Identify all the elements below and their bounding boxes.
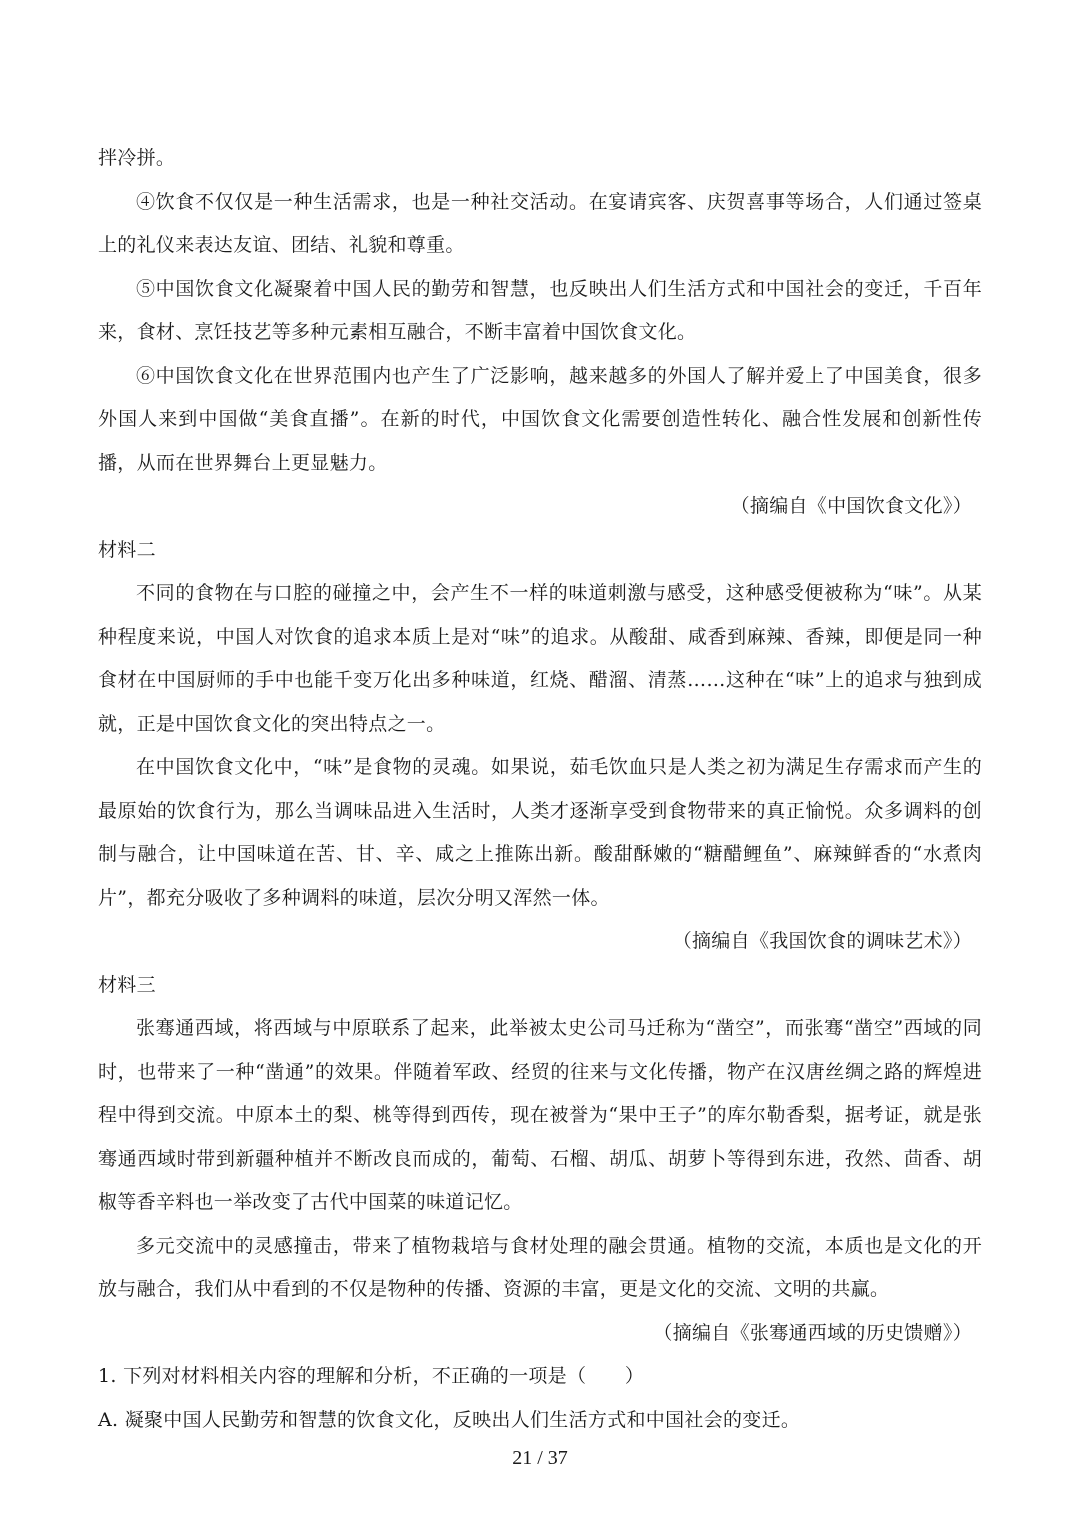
page-number: 21 / 37 [512,1447,568,1469]
page-content [98,137,982,1442]
material3-paragraph-2: 多元交流中的灵感撞击，带来了植物栽培与食材处理的融会贯通。植物的交流，本质也是文化的开放与融合，我们从中看到的不仅是物种的传播、资源的丰富，更是文化的交流、文明的共赢。 [98,1234,982,1300]
material3-heading: 材料三 [98,973,156,996]
material1-source: （摘编自《中国饮食文化》） [730,495,972,517]
material1-paragraph-4: ④饮食不仅仅是一种生活需求，也是一种社交活动。在宴请宾客、庆贺喜事等场合，人们通过签桌上的礼仪来表达友谊、团结、礼貌和尊重。 [98,190,982,256]
material2-source: （摘编自《我国饮食的调味艺术》） [672,930,972,952]
material2-paragraph-1: 不同的食物在与口腔的碰撞之中，会产生不一样的味道刺激与感受，这种感受便被称为“味”。从某种程度来说，中国人对饮食的追求本质上是对“味”的追求。从酸甜、咸香到麻辣、香辣，即便是同一种食材在中国厨师的手中也能千变万化出多种味道，红烧、醋溜、清蒸……这种在“味”上的追求与独到成就，正是中国饮食文化的突出特点之一。 [98,582,982,735]
question-stem: 1. 下列对材料相关内容的理解和分析，不正确的一项是（ ） [98,1365,645,1387]
material1-continued-text: 拌冷拼。 [98,147,176,169]
question-option-a: A. 凝聚中国人民勤劳和智慧的饮食文化，反映出人们生活方式和中国社会的变迁。 [98,1408,801,1431]
material1-paragraph-5: ⑤中国饮食文化凝聚着中国人民的勤劳和智慧，也反映出人们生活方式和中国社会的变迁，千百年来，食材、烹饪技艺等多种元素相互融合，不断丰富着中国饮食文化。 [98,277,982,343]
material2-heading: 材料二 [98,538,156,561]
material3-source: （摘编自《张骞通西域的历史馈赠》） [653,1321,972,1344]
material3-paragraph-1: 张骞通西域，将西域与中原联系了起来，此举被太史公司马迁称为“凿空”，而张骞“凿空”西域的同时，也带来了一种“凿通”的效果。伴随着军政、经贸的往来与文化传播，物产在汉唐丝绸之路的辉煌进程中得到交流。中原本土的梨、桃等得到西传，现在被誉为“果中王子”的库尔勒香梨，据考证，就是张骞通西域时带到新疆种植并不断改良而成的，葡萄、石榴、胡瓜、胡萝卜等得到东进，孜然、茴香、胡椒等香辛料也一举改变了古代中国菜的味道记忆。 [98,1017,982,1213]
material2-paragraph-2: 在中国饮食文化中，“味”是食物的灵魂。如果说，茹毛饮血只是人类之初为满足生存需求而产生的最原始的饮食行为，那么当调味品进入生活时，人类才逐渐享受到食物带来的真正愉悦。众多调料的创制与融合，让中国味道在苦、甘、辛、咸之上推陈出新。酸甜酥嫩的“糖醋鲤鱼”、麻辣鲜香的“水煮肉片”，都充分吸收了多种调料的味道，层次分明又浑然一体。 [98,756,982,909]
material1-paragraph-6: ⑥中国饮食文化在世界范围内也产生了广泛影响，越来越多的外国人了解并爱上了中国美食，很多外国人来到中国做“美食直播”。在新的时代，中国饮食文化需要创造性转化、融合性发展和创新性传播，从而在世界舞台上更显魅力。 [98,364,982,474]
